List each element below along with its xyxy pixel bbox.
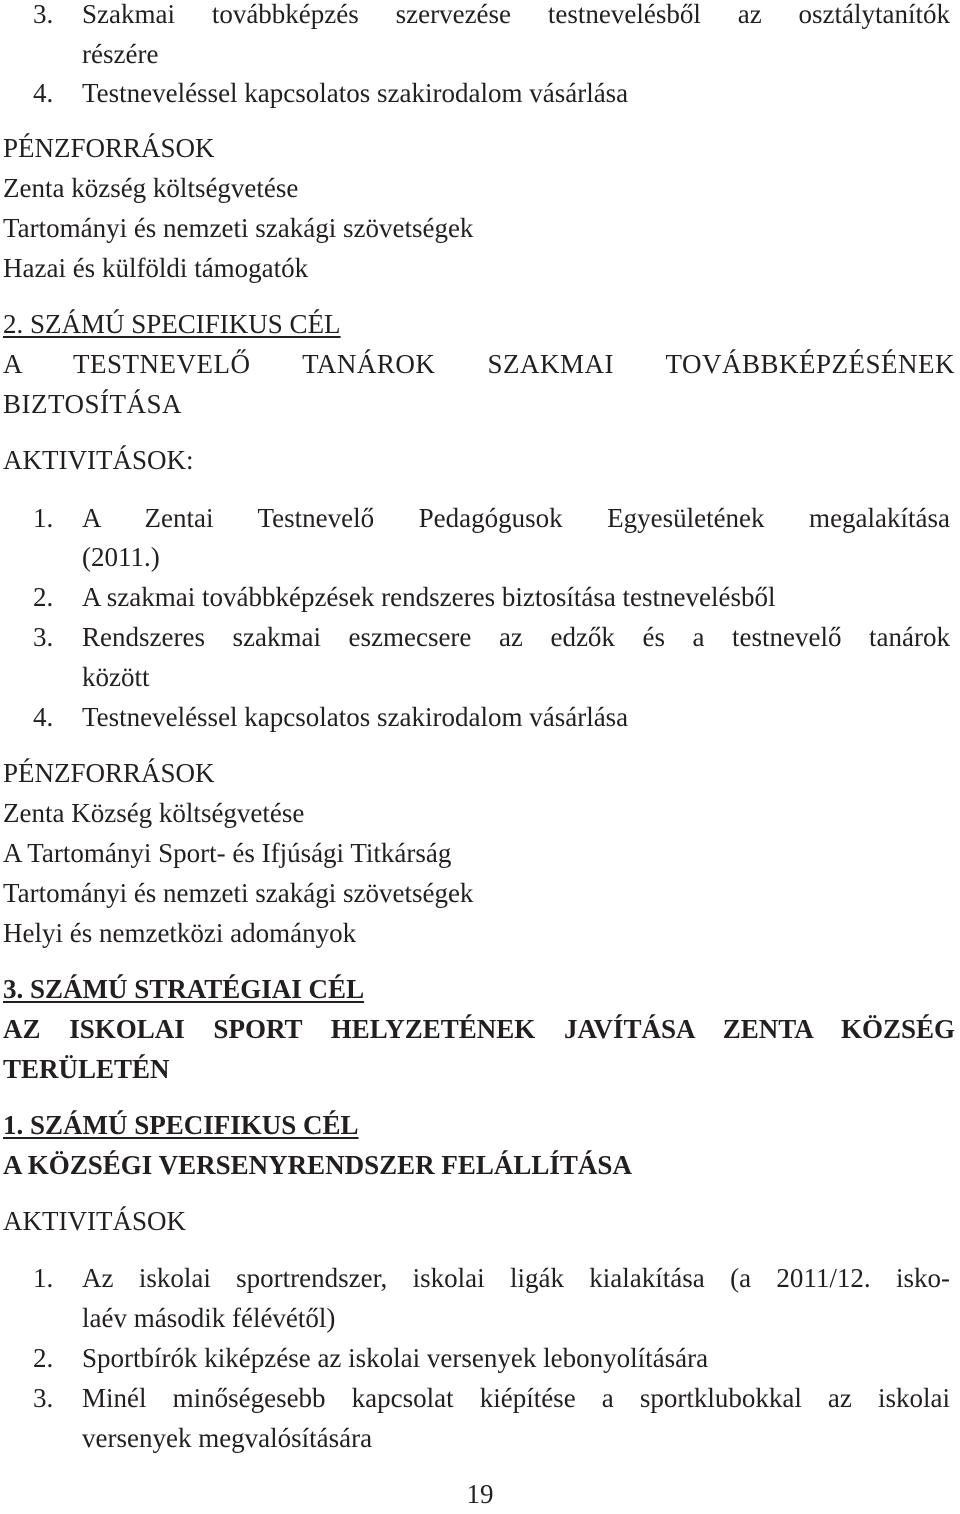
activities-label: AKTIVITÁSOK: (3, 445, 194, 475)
list-text: Minél minőségesebb kapcsolat kiépítése a sportklubokkal az iskolai (82, 1383, 950, 1413)
list-number: 3. (33, 1383, 54, 1413)
list-text-continuation: (2011.) (82, 542, 160, 572)
list-text: A szakmai továbbképzések rendszeres biztosítása testnevelésből (82, 582, 776, 612)
list-text: Testneveléssel kapcsolatos szakirodalom vásárlása (82, 702, 629, 732)
strategic-goal-heading: 3. SZÁMÚ STRATÉGIAI CÉL (3, 974, 365, 1004)
list-number: 4. (33, 702, 54, 732)
funding-item: A Tartományi Sport- és Ifjúsági Titkárság (3, 838, 452, 868)
list-text: Az iskolai sportrendszer, iskolai ligák kialakítása (a 2011/12. isko- (82, 1263, 950, 1293)
strategic-goal-title: AZ ISKOLAI SPORT HELYZETÉNEK JAVÍTÁSA ZENTA KÖZSÉG (3, 1014, 955, 1044)
specific-goal-title: A KÖZSÉGI VERSENYRENDSZER FELÁLLÍTÁSA (3, 1150, 632, 1180)
funding-item: Tartományi és nemzeti szakági szövetségek (3, 213, 474, 243)
page-number: 19 (466, 1479, 494, 1509)
funding-item: Helyi és nemzetközi adományok (3, 918, 357, 948)
list-number: 2. (33, 582, 54, 612)
list-text: Szakmai továbbképzés szervezése testnevelésből az osztálytanítók (82, 0, 950, 29)
list-number: 2. (33, 1343, 54, 1373)
funding-heading: PÉNZFORRÁSOK (3, 133, 215, 163)
list-text-continuation: versenyek megvalósítására (82, 1423, 373, 1453)
list-number: 1. (33, 503, 54, 533)
list-text: Sportbírók kiképzése az iskolai versenyek lebonyolítására (82, 1343, 709, 1373)
list-number: 4. (33, 78, 54, 108)
funding-item: Zenta község költségvetése (3, 173, 299, 203)
list-text-continuation: laév második félévétől) (82, 1303, 336, 1333)
specific-goal-heading: 2. SZÁMÚ SPECIFIKUS CÉL (3, 309, 341, 339)
activities-label: AKTIVITÁSOK (3, 1206, 186, 1236)
list-number: 3. (33, 0, 54, 29)
list-number: 1. (33, 1263, 54, 1293)
funding-item: Zenta Község költségvetése (3, 798, 305, 828)
list-text: A Zentai Testnevelő Pedagógusok Egyesületének megalakítása (82, 503, 950, 533)
specific-goal-title-cont: BIZTOSÍTÁSA (3, 389, 183, 419)
specific-goal-title: A TESTNEVELŐ TANÁROK SZAKMAI TOVÁBBKÉPZÉSÉNEK (3, 349, 955, 379)
list-text-continuation: között (82, 662, 150, 692)
funding-item: Hazai és külföldi támogatók (3, 253, 309, 283)
list-text: Rendszeres szakmai eszmecsere az edzők és a testnevelő tanárok (82, 622, 950, 652)
strategic-goal-title-cont: TERÜLETÉN (3, 1054, 170, 1084)
list-text: Testneveléssel kapcsolatos szakirodalom vásárlása (82, 78, 629, 108)
funding-item: Tartományi és nemzeti szakági szövetségek (3, 878, 474, 908)
specific-goal-heading: 1. SZÁMÚ SPECIFIKUS CÉL (3, 1110, 359, 1140)
list-text-continuation: részére (82, 39, 159, 69)
funding-heading: PÉNZFORRÁSOK (3, 758, 215, 788)
list-number: 3. (33, 622, 54, 652)
